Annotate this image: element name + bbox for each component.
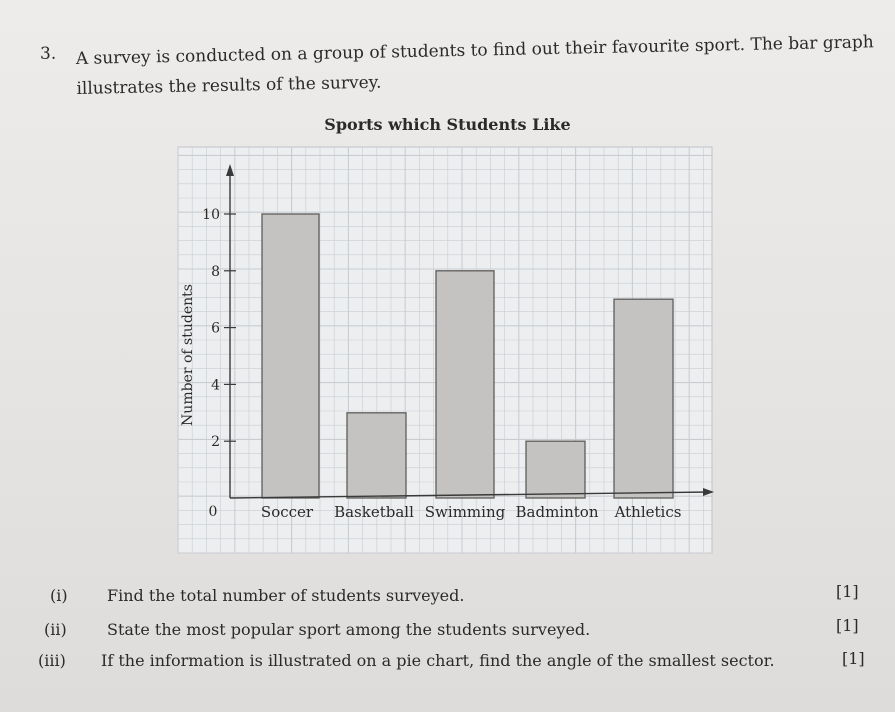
category-label-soccer: Soccer xyxy=(260,503,314,521)
category-label-basketball: Basketball xyxy=(334,503,414,521)
part-ii-number: (ii) xyxy=(44,620,67,639)
part-ii-marks: [1] xyxy=(836,616,859,635)
y-tick-label: 10 xyxy=(202,207,220,223)
question-number: 3. xyxy=(40,44,57,64)
chart-title: Sports which Students Like xyxy=(324,115,571,134)
y-tick-label: 0 xyxy=(208,504,218,520)
part-i-number: (i) xyxy=(50,586,68,605)
bar-soccer xyxy=(262,214,319,498)
y-axis-label: Number of students xyxy=(180,284,196,426)
bar-badminton xyxy=(526,441,585,498)
category-label-swimming: Swimming xyxy=(424,503,506,521)
part-ii-text: State the most popular sport among the students surveyed. xyxy=(107,620,591,639)
bar-athletics xyxy=(614,299,673,498)
part-i-text: Find the total number of students surveyed. xyxy=(107,586,465,605)
stem-line-1: A survey is conducted on a group of students to find out their favourite sport. The bar graph xyxy=(75,32,874,69)
bar-swimming xyxy=(436,271,494,498)
stem-line-2: illustrates the results of the survey. xyxy=(76,72,382,99)
bar-basketball xyxy=(347,413,406,498)
y-tick-label: 6 xyxy=(211,320,220,337)
part-iii-marks: [1] xyxy=(842,649,865,668)
category-label-athletics: Athletics xyxy=(614,503,682,521)
y-tick-label: 4 xyxy=(211,377,220,394)
category-label-badminton: Badminton xyxy=(515,503,599,521)
y-tick-label: 8 xyxy=(211,263,220,280)
part-iii-number: (iii) xyxy=(38,651,66,670)
y-tick-label: 2 xyxy=(211,434,220,451)
part-i-marks: [1] xyxy=(836,582,859,601)
part-iii-text: If the information is illustrated on a pie chart, find the angle of the smallest sector. xyxy=(101,651,775,670)
